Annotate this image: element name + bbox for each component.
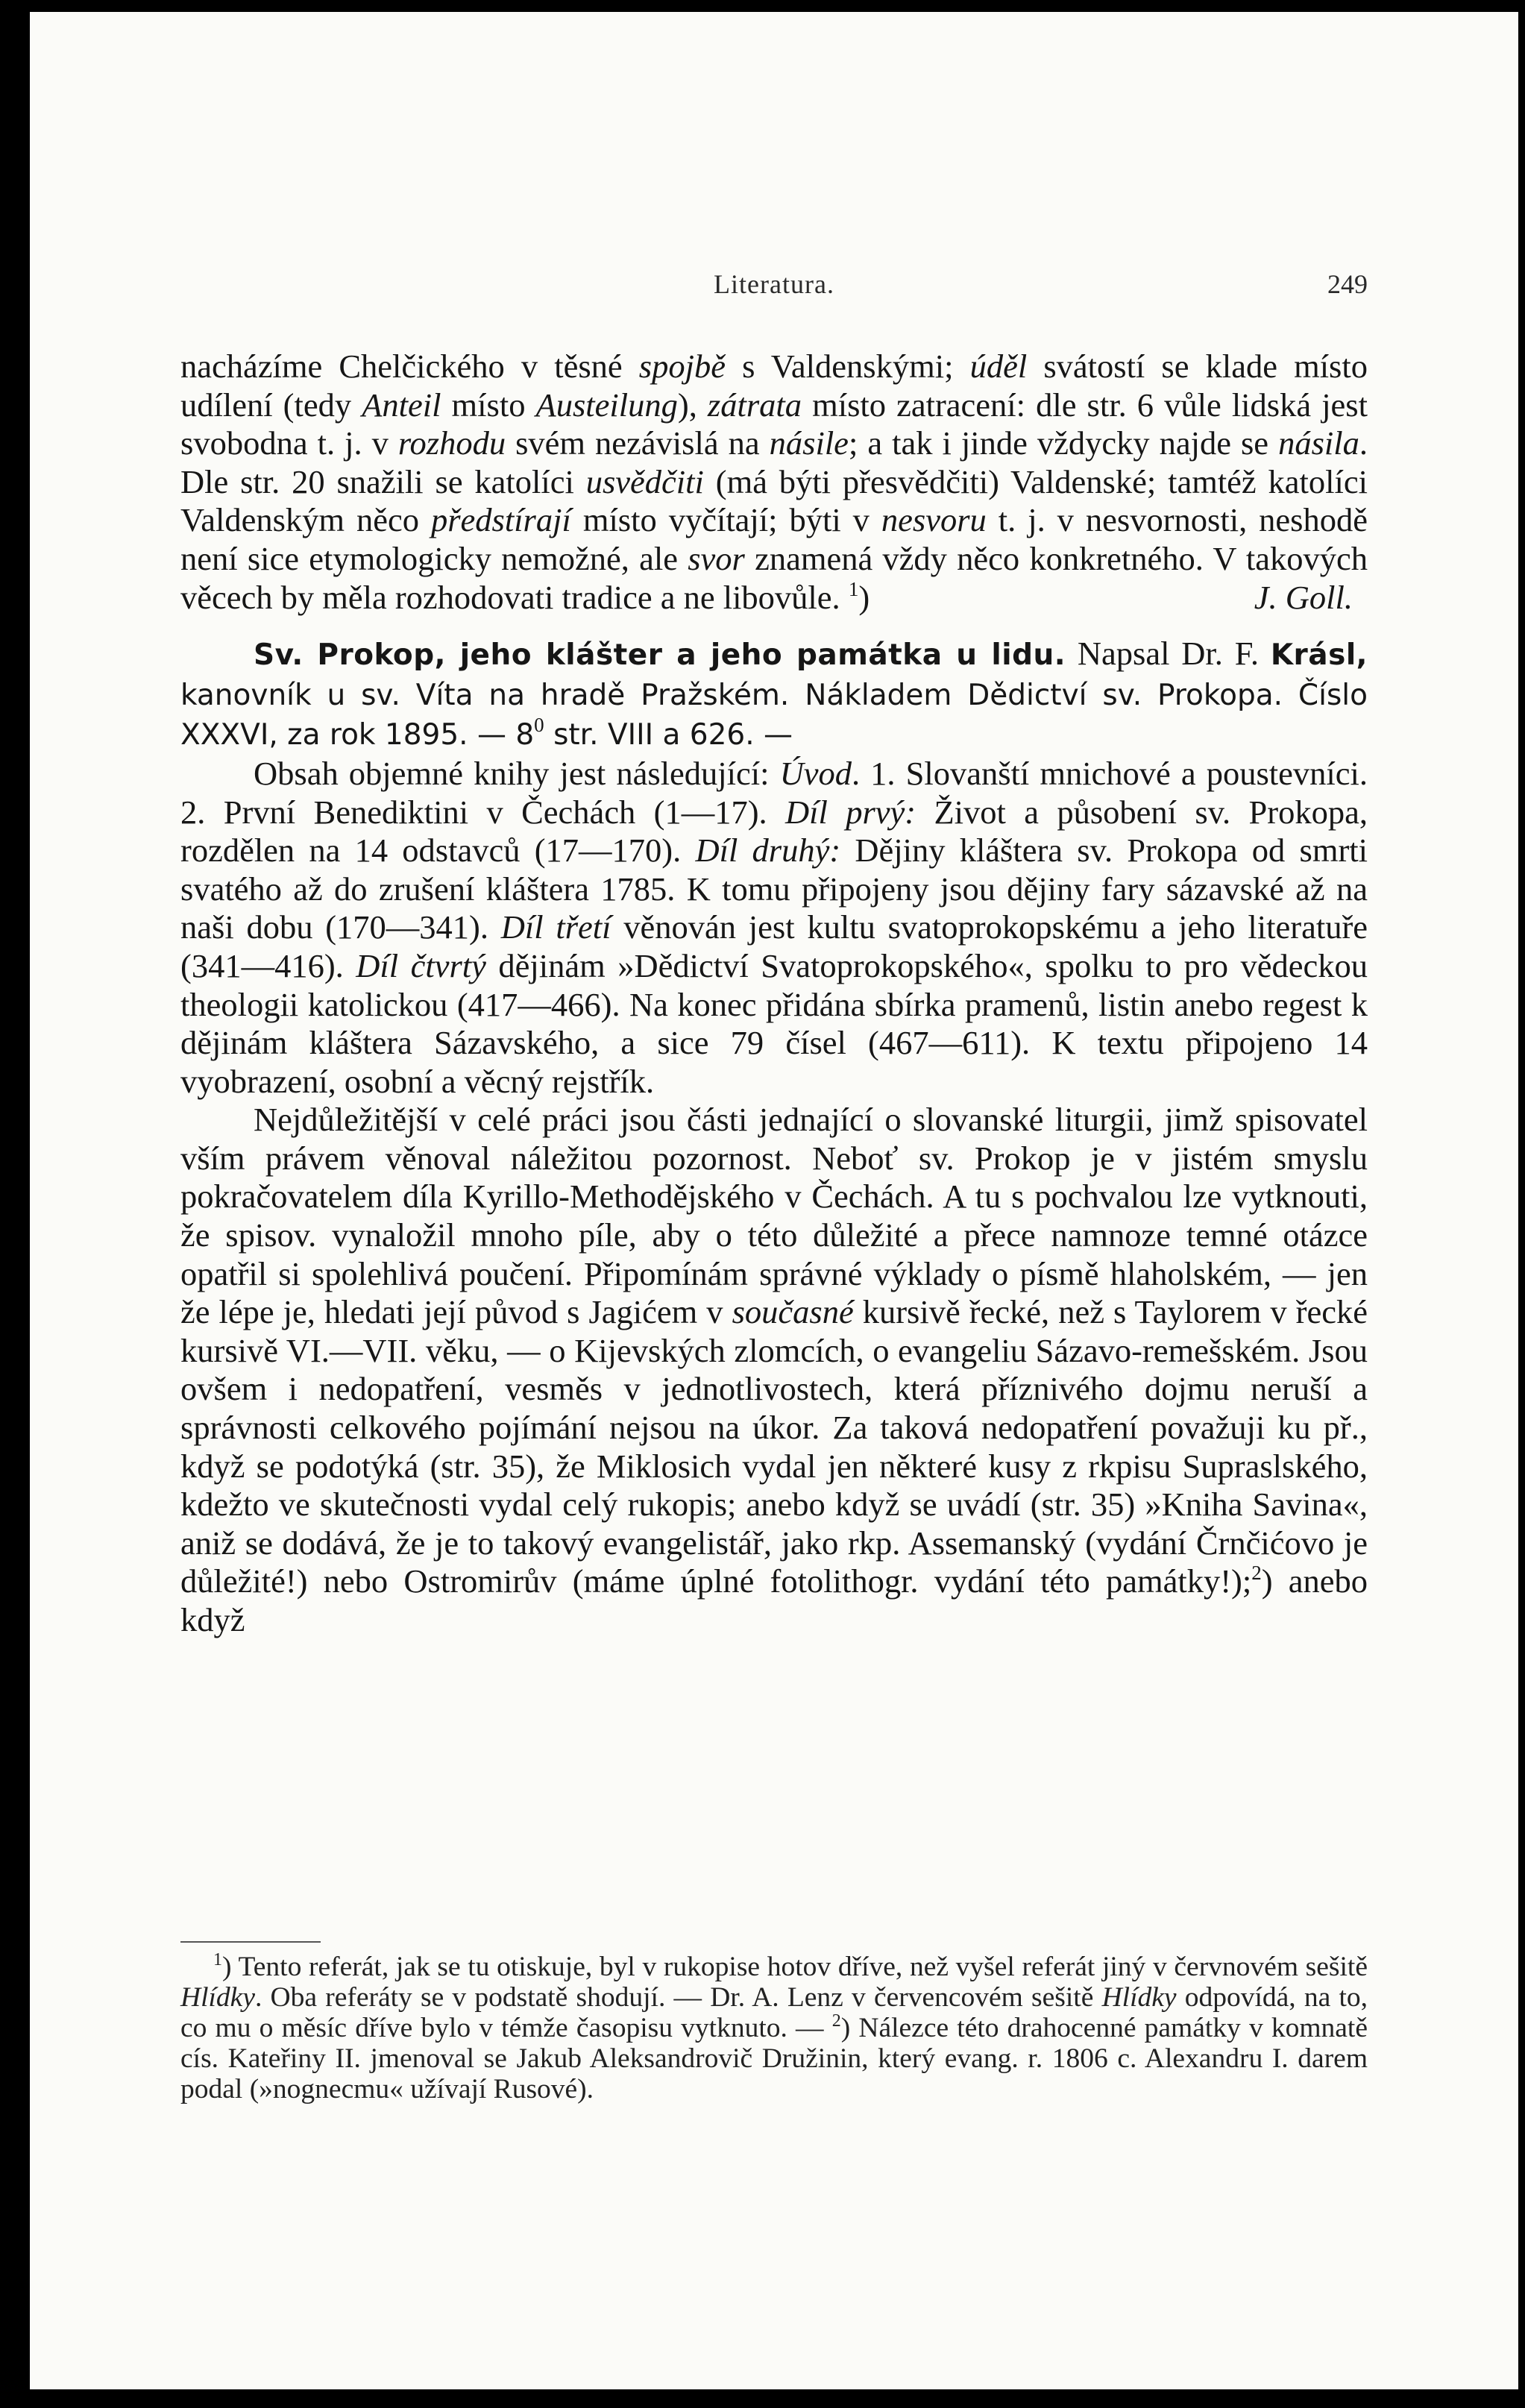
italic-term: Austeilung xyxy=(535,386,678,424)
text-run: s Valdenskými; xyxy=(725,348,970,385)
text-run: dějinám »Dědictví Svatoprokopského«, spolku to pro vědeckou theologii katolickou (417—466). Na konec přidána sbírka pramenů, listin anebo regest k dějinám kláštera Sázavského, a sice 79 čísel (467—611). K textu připojeno 14 vyobrazení, osobní a věcný rejstřík. xyxy=(180,946,1368,1100)
text-run: znamená vždy něco konkretného. V takových věcech by měla rozhodovati tradice a ne libovůle. xyxy=(180,539,1368,616)
italic-term: Díl třetí xyxy=(500,908,611,946)
main-text xyxy=(180,348,1368,1640)
text-run: Obsah objemné knihy jest následující: xyxy=(254,754,780,792)
text-run: místo xyxy=(441,386,536,424)
italic-term: rozhodu xyxy=(397,424,506,462)
paragraph-review xyxy=(180,1101,1368,1639)
text-run: ) Tento referát, jak se tu otiskuje, byl v rukopise hotov dříve, než vyšel referát jiný v červnovém sešitě xyxy=(222,1952,1368,1982)
footnote-number: 2 xyxy=(831,2011,841,2031)
text-run: místo zatracení: dle str. 6 vůle lidská jest svobodna t. j. v xyxy=(180,386,1368,462)
footnote-marker: 1 xyxy=(848,577,859,600)
text-run: nacházíme Chelčického v těsné xyxy=(180,348,639,385)
italic-term: zátrata xyxy=(707,386,802,424)
text-run: ; a tak i jinde vždycky najde se xyxy=(848,424,1279,462)
text-run: ) anebo když xyxy=(180,1562,1368,1638)
italic-term: Hlídky xyxy=(180,1982,255,2013)
italic-term: předstírají xyxy=(430,501,571,539)
book-entry xyxy=(180,635,1368,755)
text-run: kanovník u sv. Víta na hradě Pražském. Nákladem Dědictví sv. Prokopa. Číslo XXXVI, za rok 1895. — 8 xyxy=(180,678,1368,752)
text-run: svém nezávislá na xyxy=(506,424,770,462)
footnote-number: 1 xyxy=(213,1950,222,1970)
running-title: Literatura. xyxy=(714,269,834,299)
paragraph-chelcicky xyxy=(180,348,1368,617)
text-run: kursivě řecké, než s Taylorem v řecké kursivě VI.—VII. věku, — o Kijevských zlomcích, o evangeliu Sázavo-remešském. Jsou ovšem i nedopatření, vesměs v jednotlivostech, která příznivého dojmu neruší a správnosti celkového pojímání nejsou na úkor. Za taková nedopatření považuji ku př., když se podotýká (str. 35), že Miklosich vydal jen některé kusy z rkpisu Supraslského, kdežto ve skutečnosti vydal celý rukopis; anebo když se uvádí (str. 35) »Kniha Savina«, aniž se dodává, že je to takový evangelistář, jako rkp. Assemanský (vydání Črnčićovo je důležité!) nebo Ostromirův (máme úplné fotolithogr. vydání této památky!); xyxy=(180,1293,1368,1600)
footnote xyxy=(180,1952,1368,2104)
text-run: (má býti přesvědčiti) Valdenské; tamtéž katolíci Valdenským něco xyxy=(180,462,1368,539)
author-name: Krásl, xyxy=(1270,638,1368,673)
text-run: ) Nálezce této drahocenné památky v komnatě cís. Kateřiny II. jmenoval se Jakub Aleksandrovič Družinin, který evang. r. 1806 c. Alexandru I. darem podal (»nognecmu« užívají Rusové). xyxy=(180,2013,1368,2104)
italic-term: Hlídky xyxy=(1101,1982,1177,2013)
paragraph-contents xyxy=(180,755,1368,1101)
book-page xyxy=(30,12,1518,2389)
text-run: ), xyxy=(677,386,708,424)
footnote-marker: 2 xyxy=(1251,1562,1262,1585)
text-run: Napsal Dr. F. xyxy=(1066,635,1271,673)
italic-term: usvědčiti xyxy=(585,462,704,500)
italic-term: úděl xyxy=(969,348,1028,385)
format-superscript: 0 xyxy=(534,714,544,737)
italic-term: násile xyxy=(769,424,849,462)
text-run: odpovídá, na to, co mu o měsíc dříve bylo v témže časopisu vytknuto. — xyxy=(180,1982,1368,2043)
text-run: Nejdůležitější v celé práci jsou části jednající o slovanské liturgii, jimž spisovatel vším právem věnoval náležitou pozornost. Neboť sv. Prokop je v jistém smyslu pokračovatelem díla Kyrillo-Methodějského v Čechách. A tu s pochvalou lze vytknouti, že spisov. vynaložil mnoho píle, aby o této důležité a přece namnoze temné otázce opatřil si spolehlivá poučení. Připomínám správné výklady o písmě hlaholském, — jen že lépe je, hledati její původ s Jagićem v xyxy=(180,1101,1368,1331)
page-header xyxy=(180,268,1368,313)
italic-term: Anteil xyxy=(362,386,441,424)
signature: J. Goll. xyxy=(1254,578,1353,616)
text-run: str. VIII a 626. — xyxy=(544,718,793,752)
italic-term: Díl druhý: xyxy=(695,832,841,870)
italic-term: nesvoru xyxy=(881,501,987,539)
footnotes xyxy=(180,1952,1368,2104)
text-run: t. j. v nesvornosti, neshodě není sice etymologicky nemožné, ale xyxy=(180,501,1368,577)
italic-term: Úvod xyxy=(779,754,852,792)
text-run: . Dle str. 20 snažili se katolíci xyxy=(180,424,1368,500)
text-run: Dějiny kláštera sv. Prokopa od smrti svatého až do zrušení kláštera 1785. K tomu připojeny jsou dějiny fary sázavské až na naši dobu (170—341). xyxy=(180,832,1368,946)
italic-term: násila xyxy=(1278,424,1359,462)
text-run: . Oba referáty se v podstatě shodují. — Dr. A. Lenz v červencovém sešitě xyxy=(254,1982,1102,2013)
text-run: místo vyčítají; býti v xyxy=(570,501,881,539)
italic-term: Díl prvý: xyxy=(785,793,916,831)
italic-term: současné xyxy=(732,1293,854,1331)
page-number: 249 xyxy=(1327,269,1368,299)
italic-term: spojbě xyxy=(638,348,726,385)
text-run: Život a působení sv. Prokopa, rozdělen na 14 odstavců (17—170). xyxy=(180,793,1368,870)
footnote-divider xyxy=(180,1941,321,1943)
text-run: . 1. Slovanští mnichové a poustevníci. 2. První Benediktini v Čechách (1—17). xyxy=(180,754,1368,831)
text-run: ) xyxy=(858,578,870,616)
text-run: svátostí se klade místo udílení (tedy xyxy=(180,348,1368,424)
italic-term: svor xyxy=(688,539,745,577)
italic-term: Díl čtvrtý xyxy=(356,946,486,984)
text-run: věnován jest kultu svatoprokopskému a jeho literatuře (341—416). xyxy=(180,908,1368,984)
book-title: Sv. Prokop, jeho klášter a jeho památka u lidu. xyxy=(254,638,1066,673)
